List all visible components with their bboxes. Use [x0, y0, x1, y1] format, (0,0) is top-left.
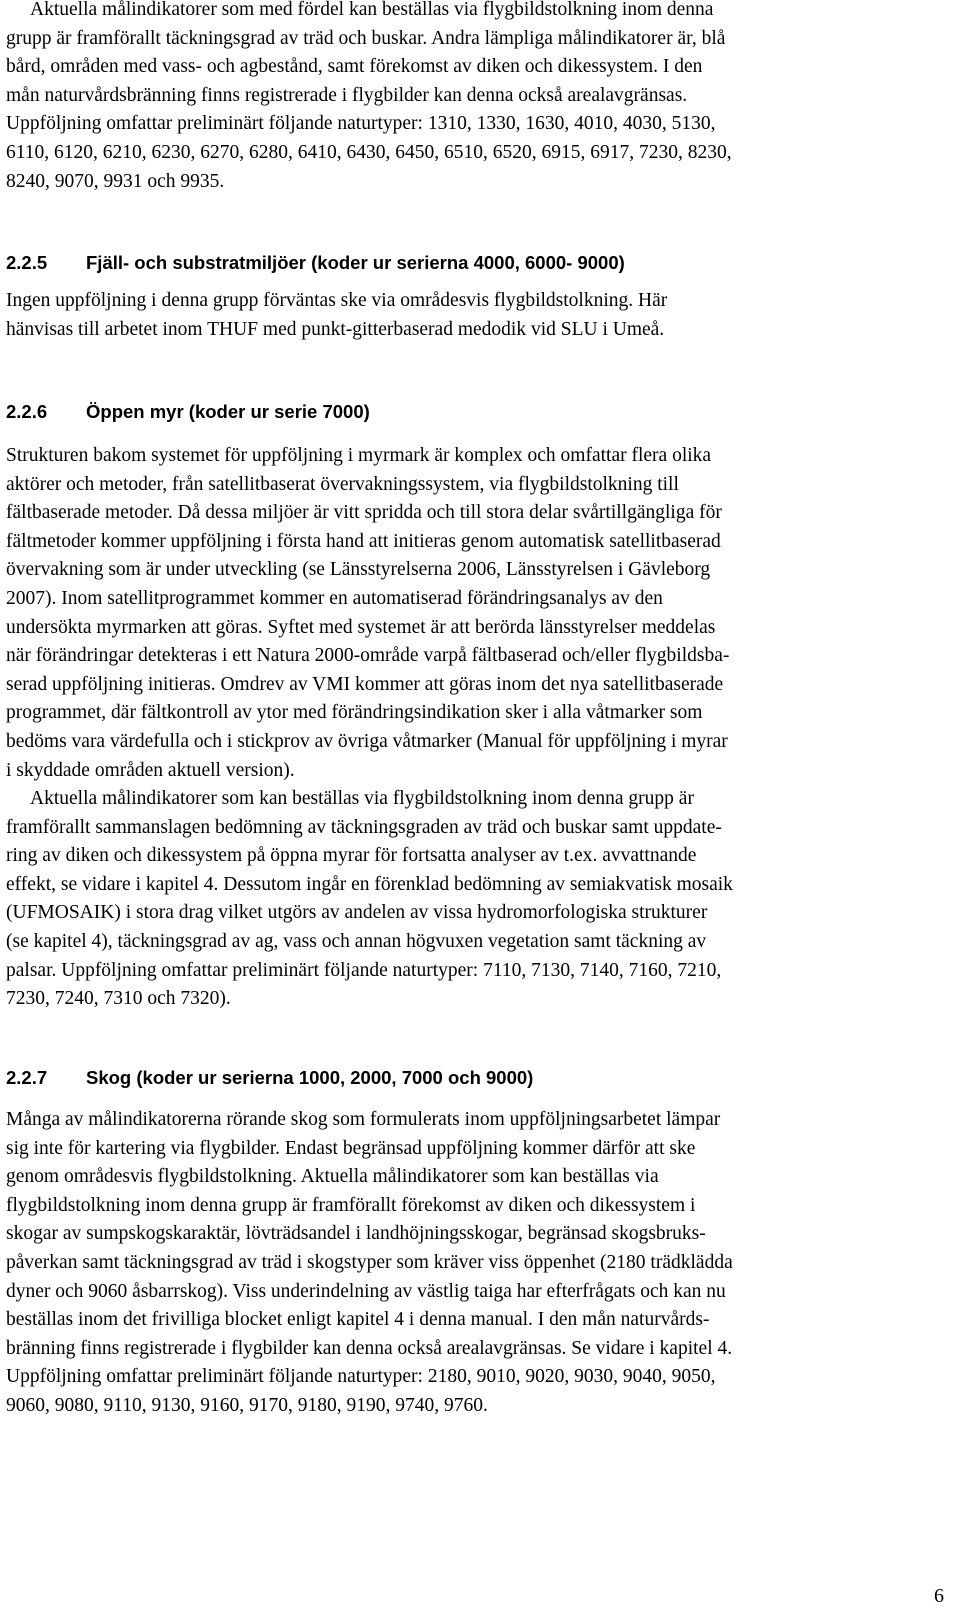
text-line: sig inte för kartering via flygbilder. Endast begränsad uppföljning kommer därför att ske	[6, 1137, 696, 1159]
text-line: undersökta myrmarken att göras. Syftet med systemet är att berörda länsstyrelser meddelas	[6, 616, 716, 638]
text-line: Uppföljning omfattar preliminärt följande naturtyper: 1310, 1330, 1630, 4010, 4030, 5130,	[6, 113, 716, 135]
text-line: Uppföljning omfattar preliminärt följande naturtyper: 2180, 9010, 9020, 9030, 9040, 9050,	[6, 1366, 716, 1388]
paragraph-2-2-5	[6, 287, 954, 344]
text-line: i skyddade områden aktuell version).	[6, 759, 295, 781]
text-line: genom områdesvis flygbildstolkning. Aktuella målindikatorer som kan beställas via	[6, 1166, 659, 1188]
text-line: fältmetoder kommer uppföljning i första hand att initieras genom automatisk satellitbaserad	[6, 530, 721, 552]
text-line: beställas inom det frivilliga blocket enligt kapitel 4 i denna manual. I den mån naturvårds-	[6, 1309, 710, 1331]
text-line: mån naturvårdsbränning finns registrerade i flygbilder kan denna också arealavgränsas.	[6, 84, 688, 106]
section-title: Öppen myr (koder ur serie 7000)	[86, 401, 370, 422]
text-line: (UFMOSAIK) i stora drag vilket utgörs av andelen av vissa hydromorfologiska strukturer	[6, 902, 708, 924]
section-number: 2.2.6	[6, 401, 48, 422]
text-line: dyner och 9060 åsbarrskog). Viss underindelning av västlig taiga har efterfrågats och kan nu	[6, 1280, 726, 1302]
section-number: 2.2.7	[6, 1067, 48, 1088]
text-line: Aktuella målindikatorer som kan beställas via flygbildstolkning inom denna grupp är	[30, 788, 694, 809]
text-line: Aktuella målindikatorer som med fördel kan beställas via flygbildstolkning inom denna	[30, 0, 714, 20]
page-number: 6	[934, 1585, 944, 1607]
text-line: fältbaserade metoder. Då dessa miljöer är vitt spridda och till stora delar svårtillgängliga för	[6, 502, 722, 524]
text-line: när förändringar detekteras i ett Natura 2000-område varpå fältbaserad och/eller flygbildsba-	[6, 645, 730, 667]
text-line: palsar. Uppföljning omfattar preliminärt följande naturtyper: 7110, 7130, 7140, 7160, 7210,	[6, 959, 722, 981]
text-line: (se kapitel 4), täckningsgrad av ag, vass och annan högvuxen vegetation samt täckning av	[6, 930, 707, 952]
text-line: effekt, se vidare i kapitel 4. Dessutom ingår en förenklad bedömning av semiakvatisk mosaik	[6, 873, 733, 895]
paragraph-intro	[6, 0, 954, 196]
text-line: framförallt sammanslagen bedömning av täckningsgraden av träd och buskar samt uppdate-	[6, 816, 722, 838]
text-line: bård, områden med vass- och agbestånd, samt förekomst av diken och dikessystem. I den	[6, 56, 703, 78]
section-heading-2-2-7	[6, 1064, 954, 1092]
text-line: bedöms vara värdefulla och i stickprov av övriga våtmarker (Manual för uppföljning i myrar	[6, 730, 728, 752]
paragraph-2-2-7	[6, 1106, 954, 1421]
text-line: övervakning som är under utveckling (se Länsstyrelserna 2006, Länsstyrelsen i Gävleborg	[6, 559, 711, 581]
text-line: programmet, där fältkontroll av ytor med förändringsindikation sker i alla våtmarker som	[6, 702, 703, 724]
text-line: 8240, 9070, 9931 och 9935.	[6, 170, 225, 192]
text-line: aktörer och metoder, från satellitbaserat övervakningssystem, via flygbildstolkning till	[6, 473, 679, 495]
section-title: Fjäll- och substratmiljöer (koder ur serierna 4000, 6000- 9000)	[86, 252, 625, 273]
text-line: ring av diken och dikessystem på öppna myrar för fortsatta analyser av t.ex. avvattnande	[6, 845, 697, 867]
text-line: Ingen uppföljning i denna grupp förväntas ske via områdesvis flygbildstolkning. Här	[6, 290, 668, 311]
text-line: 7230, 7240, 7310 och 7320).	[6, 988, 231, 1010]
text-line: bränning finns registrerade i flygbilder kan denna också arealavgränsas. Se vidare i kapitel 4.	[6, 1337, 733, 1359]
text-line: påverkan samt täckningsgrad av träd i skogstyper som kräver viss öppenhet (2180 trädklädda	[6, 1251, 733, 1273]
paragraph-2-2-6-a	[6, 442, 954, 785]
paragraph-2-2-6-b	[6, 785, 954, 1014]
text-line: grupp är framförallt täckningsgrad av träd och buskar. Andra lämpliga målindikatorer är, blå	[6, 27, 726, 49]
text-line: Många av målindikatorerna rörande skog som formulerats inom uppföljningsarbetet lämpar	[6, 1109, 721, 1130]
section-heading-2-2-6	[6, 398, 954, 426]
text-line: hänvisas till arbetet inom THUF med punkt-gitterbaserad medodik vid SLU i Umeå.	[6, 318, 665, 340]
text-line: 6110, 6120, 6210, 6230, 6270, 6280, 6410, 6430, 6450, 6510, 6520, 6915, 6917, 7230, 8230,	[6, 141, 732, 163]
text-line: skogar av sumpskogskaraktär, lövträdsandel i landhöjningsskogar, begränsad skogsbruks-	[6, 1223, 706, 1245]
section-heading-2-2-5	[6, 249, 954, 277]
text-line: 2007). Inom satellitprogrammet kommer en automatiserad förändringsanalys av den	[6, 587, 663, 609]
section-number: 2.2.5	[6, 252, 48, 273]
text-line: flygbildstolkning inom denna grupp är framförallt förekomst av diken och dikessystem i	[6, 1194, 696, 1216]
section-title: Skog (koder ur serierna 1000, 2000, 7000 och 9000)	[86, 1067, 534, 1088]
text-line: 9060, 9080, 9110, 9130, 9160, 9170, 9180, 9190, 9740, 9760.	[6, 1394, 488, 1416]
text-line: serad uppföljning initieras. Omdrev av VMI kommer att göras inom det nya satellitbaserade	[6, 673, 724, 695]
text-line: Strukturen bakom systemet för uppföljning i myrmark är komplex och omfattar flera olika	[6, 445, 712, 466]
